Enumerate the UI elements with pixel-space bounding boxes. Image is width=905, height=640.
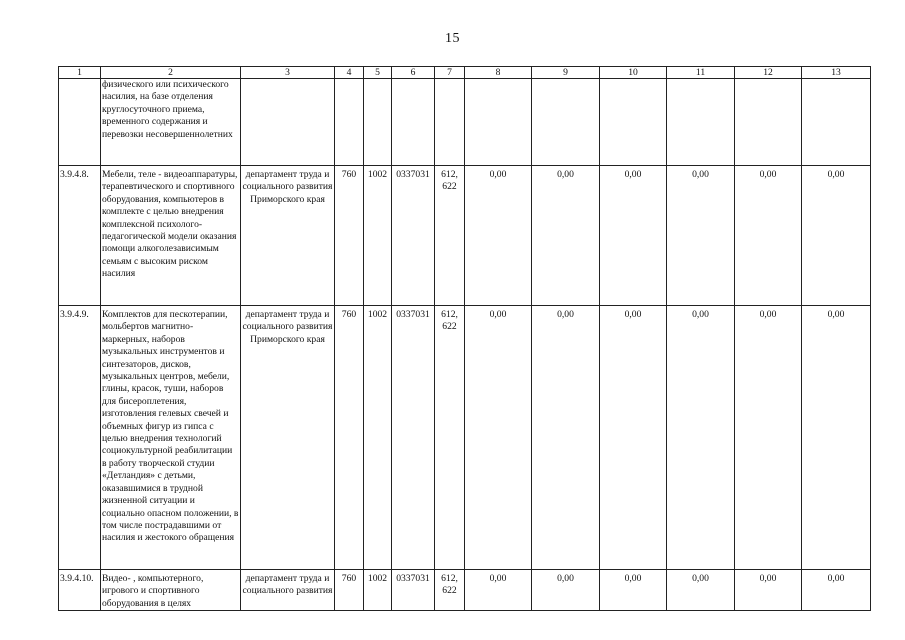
amount-9 bbox=[532, 79, 600, 166]
table-row bbox=[59, 570, 871, 611]
item-description: физического или психического насилия, на базе отделения круглосуточного приема, временного содержания и перевозки несовершеннолетних bbox=[101, 79, 241, 166]
col-6-value bbox=[392, 79, 435, 166]
department bbox=[241, 79, 335, 166]
col-4-value: 760 bbox=[335, 570, 364, 611]
column-header: 7 bbox=[435, 67, 465, 79]
amount-10 bbox=[600, 79, 667, 166]
amount-13: 0,00 bbox=[802, 306, 871, 570]
column-header: 10 bbox=[600, 67, 667, 79]
item-code: 3.9.4.9. bbox=[59, 306, 101, 570]
col-5-value: 1002 bbox=[364, 166, 392, 306]
col-5-value bbox=[364, 79, 392, 166]
table-row bbox=[59, 166, 871, 306]
amount-9: 0,00 bbox=[532, 570, 600, 611]
amount-8: 0,00 bbox=[465, 166, 532, 306]
page-number: 15 bbox=[445, 31, 460, 46]
col-5-value: 1002 bbox=[364, 570, 392, 611]
col-4-value: 760 bbox=[335, 306, 364, 570]
amount-12: 0,00 bbox=[735, 570, 802, 611]
amount-8 bbox=[465, 79, 532, 166]
item-description: Мебели, теле - видеоаппаратуры, терапевтического и спортивного оборудования, компьютеров в комплекте с целью внедрения комплексной психолого-педагогической модели оказания помощи алкоголезависимым семьям с высоким риском насилия bbox=[101, 166, 241, 306]
amount-11 bbox=[667, 79, 735, 166]
amount-11: 0,00 bbox=[667, 570, 735, 611]
column-header: 12 bbox=[735, 67, 802, 79]
amount-12 bbox=[735, 79, 802, 166]
col-5-value: 1002 bbox=[364, 306, 392, 570]
col-4-value bbox=[335, 79, 364, 166]
item-code: 3.9.4.8. bbox=[59, 166, 101, 306]
col-7-value: 612, 622 bbox=[435, 570, 465, 611]
amount-9: 0,00 bbox=[532, 306, 600, 570]
amount-8: 0,00 bbox=[465, 570, 532, 611]
column-header: 6 bbox=[392, 67, 435, 79]
column-header: 2 bbox=[101, 67, 241, 79]
amount-10: 0,00 bbox=[600, 306, 667, 570]
column-header: 3 bbox=[241, 67, 335, 79]
amount-12: 0,00 bbox=[735, 306, 802, 570]
table-header-row bbox=[59, 67, 871, 79]
amount-13: 0,00 bbox=[802, 166, 871, 306]
column-header: 11 bbox=[667, 67, 735, 79]
department: департамент труда и социального развития Приморского края bbox=[241, 166, 335, 306]
amount-10: 0,00 bbox=[600, 570, 667, 611]
col-6-value: 0337031 bbox=[392, 166, 435, 306]
amount-11: 0,00 bbox=[667, 306, 735, 570]
amount-11: 0,00 bbox=[667, 166, 735, 306]
col-6-value: 0337031 bbox=[392, 306, 435, 570]
amount-13: 0,00 bbox=[802, 570, 871, 611]
amount-8: 0,00 bbox=[465, 306, 532, 570]
col-7-value bbox=[435, 79, 465, 166]
budget-table bbox=[58, 66, 871, 611]
col-6-value: 0337031 bbox=[392, 570, 435, 611]
table-row bbox=[59, 306, 871, 570]
col-7-value: 612, 622 bbox=[435, 166, 465, 306]
col-7-value: 612, 622 bbox=[435, 306, 465, 570]
amount-12: 0,00 bbox=[735, 166, 802, 306]
item-code bbox=[59, 79, 101, 166]
table-row bbox=[59, 79, 871, 166]
column-header: 1 bbox=[59, 67, 101, 79]
column-header: 13 bbox=[802, 67, 871, 79]
amount-9: 0,00 bbox=[532, 166, 600, 306]
item-code: 3.9.4.10. bbox=[59, 570, 101, 611]
col-4-value: 760 bbox=[335, 166, 364, 306]
column-header: 4 bbox=[335, 67, 364, 79]
column-header: 9 bbox=[532, 67, 600, 79]
department: департамент труда и социального развития bbox=[241, 570, 335, 611]
column-header: 8 bbox=[465, 67, 532, 79]
item-description: Комплектов для пескотерапии, мольбертов магнитно-маркерных, наборов музыкальных инструментов и синтезаторов, дисков, музыкальных центров, мебели, глины, красок, туши, наборов для бисероплетения, изготовления гелевых свечей и объемных фигур из гипса с целью внедрения технологий социокультурной реабилитации в работу творческой студии «Детландия» с детьми, оказавшимися в трудной жизненной ситуации и социально опасном положении, в том числе пострадавшими от насилия и жестокого обращения bbox=[101, 306, 241, 570]
item-description: Видео- , компьютерного, игрового и спортивного оборудования в целях bbox=[101, 570, 241, 611]
department: департамент труда и социального развития Приморского края bbox=[241, 306, 335, 570]
column-header: 5 bbox=[364, 67, 392, 79]
amount-10: 0,00 bbox=[600, 166, 667, 306]
amount-13 bbox=[802, 79, 871, 166]
